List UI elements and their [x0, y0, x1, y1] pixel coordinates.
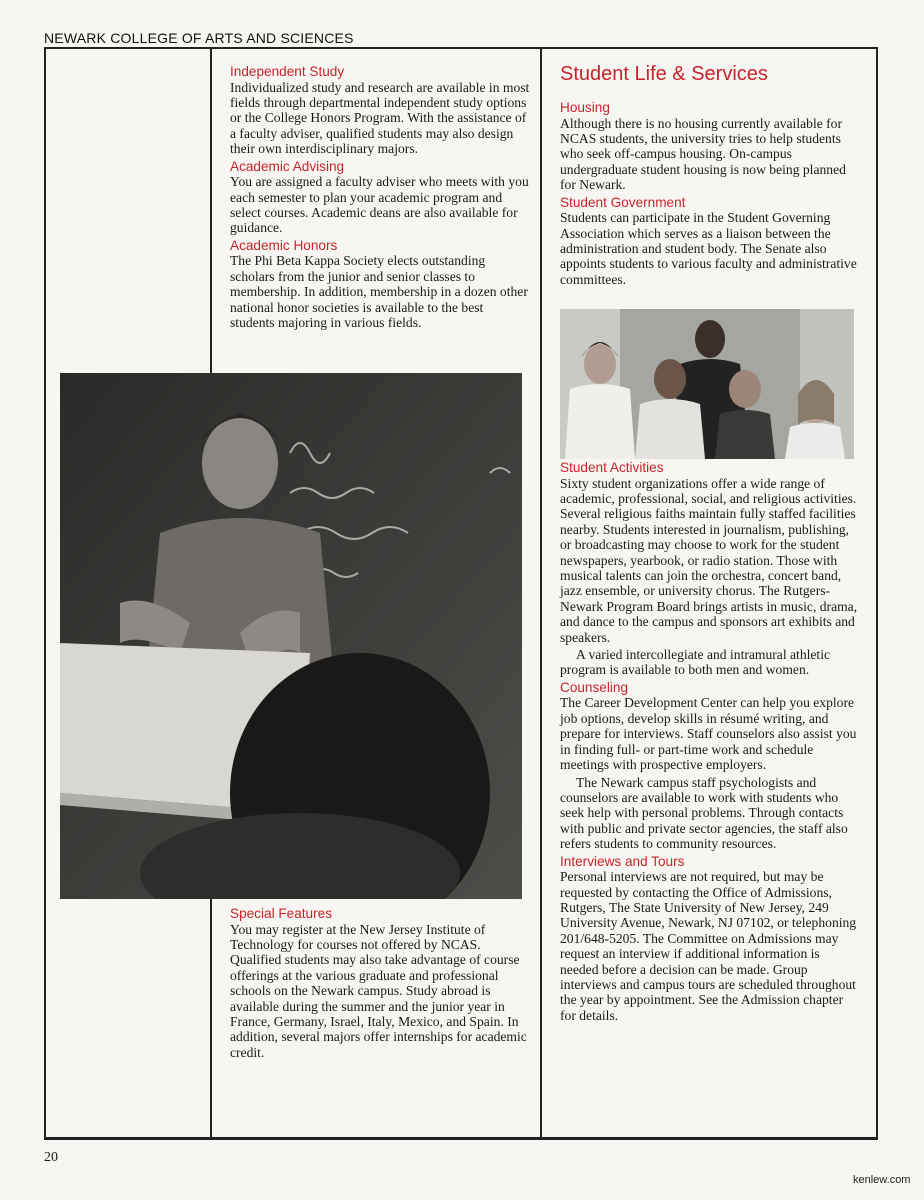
top-rule [44, 47, 878, 49]
column-divider-right [540, 48, 542, 1138]
students-group-photo [560, 309, 854, 459]
classroom-photo-illustration [60, 373, 522, 899]
classroom-lecture-photo [60, 373, 522, 899]
section-heading: Housing [560, 100, 610, 115]
section-heading: Academic Advising [230, 158, 345, 174]
column-divider-left-bottom [210, 898, 212, 1138]
watermark: kenlew.com [853, 1174, 911, 1186]
students-photo-illustration [560, 309, 854, 459]
right-column [560, 62, 860, 289]
section-paragraph: The Newark campus staff psychologists and counselors are available to work with students who seek help with personal problems. Through contacts with public and private sector agencies, the staff also refers students to community resources. [560, 774, 848, 852]
section-paragraph: The Phi Beta Kappa Society elects outstanding scholars from the junior and senior classes to membership. In addition, membership in a dozen other national honor societies is available to the best students majoring in various fields. [230, 253, 528, 331]
section-paragraph: The Career Development Center can help you explore job options, develop skills in résumé writing, and prepare for interviews. Staff counselors also assist you in finding full- or part-time work and schedule meetings with prospective employers. [560, 695, 857, 773]
page-header: NEWARK COLLEGE OF ARTS AND SCIENCES [44, 30, 354, 46]
middle-column-top [230, 64, 530, 332]
section-paragraph: Personal interviews are not required, but may be requested by contacting the Office of Admissions, Rutgers, The State University of New Jersey, 249 University Avenue, Newark, NJ 07102, or telephoning 201/648-5205. The Committee on Admissions may request an interview if additional information is needed before a decision can be made. Group interviews and campus tours are scheduled throughout the year by appointment. See the Admission chapter for details. [560, 869, 857, 1023]
section-heading: Student Activities [560, 460, 664, 475]
section-heading: Academic Honors [230, 237, 338, 253]
page-number: 20 [44, 1150, 58, 1165]
student-life-title: Student Life & Services [560, 63, 768, 85]
section-heading: Counseling [560, 679, 629, 695]
section-heading: Special Features [230, 906, 333, 921]
right-sections-top [560, 100, 860, 287]
left-border [44, 48, 46, 1138]
section-paragraph: Individualized study and research are available in most fields through departmental independent study options or the College Honors Program. With the assistance of a faculty adviser, qualified students may also design their own interdisciplinary majors. [230, 79, 530, 157]
section-paragraph: Sixty student organizations offer a wide range of academic, professional, social, and religious activities. Several religious faiths maintain fully staffed facilities nearby. Students interested in journalism, publishing, or broadcasting may choose to work for the student newspapers, yearbook, or radio station. Those with musical talents can join the orchestra, concert band, jazz ensemble, or university chorus. The Rutgers-Newark Program Board brings artists in music, drama, and dance to the campus and sponsors art exhibits and speakers. [560, 475, 858, 645]
section-paragraph: You may register at the New Jersey Institute of Technology for courses not offered by NCAS. Qualified students may also take advantage of course offerings at the various graduate and professional schools on the Newark campus. Study abroad is available during the summer and the junior year in France, Germany, Israel, Italy, Mexico, and Spain. In addition, several majors offer internships for academic credit. [230, 921, 527, 1060]
right-border [876, 48, 878, 1138]
section-heading: Student Government [560, 194, 686, 210]
section-heading: Interviews and Tours [560, 853, 685, 869]
section-paragraph: You are assigned a faculty adviser who meets with you each semester to plan your academic program and select courses. Academic deans are also available for guidance. [230, 174, 529, 236]
section-paragraph: Students can participate in the Student Governing Association which serves as a liaison between the administration and student body. The Senate also appoints students to various faculty and administrative committees. [560, 210, 857, 287]
bottom-rule [44, 1137, 878, 1140]
section-paragraph: A varied intercollegiate and intramural athletic program is available to both men and women. [560, 647, 831, 678]
column-divider-left-top [210, 48, 212, 373]
middle-column-bottom [230, 906, 530, 1062]
section-paragraph: Although there is no housing currently available for NCAS students, the university tries to help students who seek off-campus housing. On-campus undergraduate student housing is now being planned for Newark. [560, 115, 846, 193]
right-column-lower [560, 460, 860, 1025]
section-heading: Independent Study [230, 64, 345, 79]
